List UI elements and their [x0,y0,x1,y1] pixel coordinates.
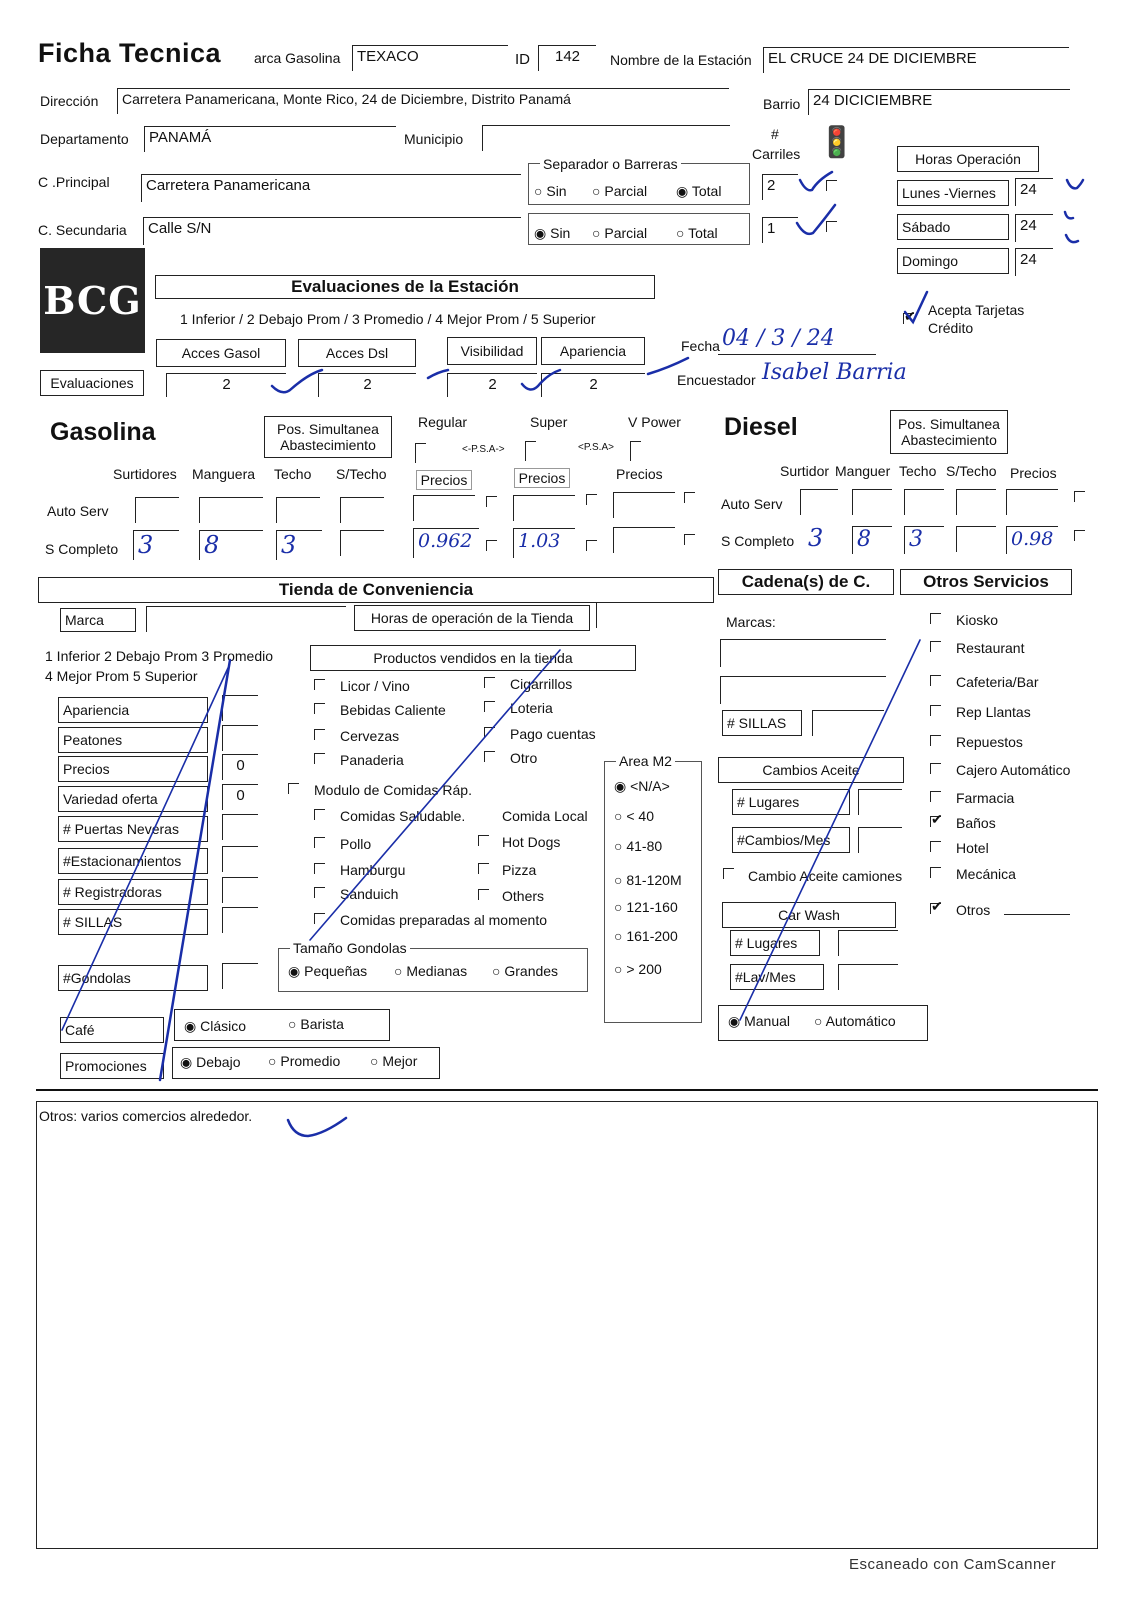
comida-label: Hot Dogs [502,834,561,850]
servicio-checkbox[interactable] [930,791,941,802]
servicio-label: Repuestos [956,734,1023,750]
option-label: Total [691,183,722,199]
otros-servicios-title: Otros Servicios [900,569,1072,595]
gas-as-regular[interactable] [413,495,475,521]
eval-acces-dsl-field[interactable]: 2 [318,373,416,397]
separador-row2-total[interactable]: ○ Total [676,225,718,241]
dsl-sc-check[interactable] [1074,530,1085,541]
option-label: 121-160 [626,899,678,915]
check-mark-icon [1067,180,1083,188]
option-label: Manual [744,1013,791,1029]
option-label: <N/A> [630,778,670,794]
eval-acces-dsl-label: Acces Dsl [298,339,416,367]
rating-value-field[interactable]: 0 [222,784,258,810]
horas-day-lunes: Lunes -Viernes [897,180,1009,206]
area-radio-2[interactable]: ○ 41-80 [614,838,663,854]
gas-sc-regular[interactable]: 0.962 [413,528,479,558]
modulo-comidas-label: Modulo de Comidas Ráp. [314,782,472,798]
producto-label: Cervezas [340,728,400,744]
gasolina-precios-vpower: Precios [616,466,663,482]
id-label: ID [515,51,530,68]
separador-row1-sin[interactable]: ○ Sin [534,183,567,199]
area-group [604,761,702,1023]
cambios-lugares-label: # Lugares [732,789,850,815]
dsl-as-precio[interactable] [1006,489,1058,515]
carriles-hash: # [771,126,779,142]
option-label: 41-80 [626,838,663,854]
carriles-row1-checkbox[interactable] [826,180,837,191]
bcg-logo: BCG [40,248,145,353]
gas-as-vpower[interactable] [613,492,675,518]
gondolas-title: Tamaño Gondolas [290,940,410,956]
gas-sc-surtidores[interactable]: 3 [133,530,179,560]
eval-acces-gasol-label: Acces Gasol [156,339,286,367]
horas-day-domingo: Domingo [897,248,1009,274]
producto-label: Otro [510,750,538,766]
producto-label: Panaderia [340,752,404,768]
tienda-marca-field[interactable] [146,606,346,632]
servicio-label: Restaurant [956,640,1025,656]
comida-label: Pollo [340,836,372,852]
traffic-light-icon: 🚦 [818,126,856,159]
gondola-radio-2[interactable]: ○ Grandes [492,963,559,979]
horas-operacion-title: Horas Operación [897,146,1039,172]
rating-label: Precios [58,756,208,782]
gasolina-col-manguera: Manguera [192,466,256,482]
option-label: Sin [550,225,571,241]
gas-sc-stecho[interactable] [340,530,384,556]
otros-underline [1004,914,1070,915]
cadena-marca-field-1[interactable] [720,639,886,667]
rating-label: Variedad oferta [58,786,208,812]
gas-as-techo[interactable] [276,497,320,523]
gas-as-surtidores[interactable] [135,497,179,523]
rating-label: # SILLAS [58,909,208,935]
rating-value-field[interactable] [222,725,258,751]
gas-sc-super-check[interactable] [586,540,597,551]
dsl-as-manguer[interactable] [852,489,892,515]
fecha-label: Fecha [681,338,720,354]
notes-divider-top [36,1089,1098,1091]
gasolina-pos-simultanea: Pos. Simultanea Abastecimiento [264,416,392,458]
producto-checkbox[interactable] [314,703,325,714]
municipio-field[interactable] [482,125,730,151]
servicio-label: Cajero Automático [956,762,1071,778]
cambios-mes-field[interactable] [858,827,902,853]
gasolina-psa-box-1[interactable] [415,443,426,463]
tienda-horas-label: Horas de operación de la Tienda [354,605,590,631]
direccion-field[interactable]: Carretera Panamericana, Monte Rico, 24 de Diciembre, Distrito Panamá [117,88,729,114]
acepta-tarjetas-label [928,301,1024,337]
rating-label: # Registradoras [58,879,208,905]
rating-value-field[interactable] [222,846,258,872]
option-label: Debajo [196,1054,241,1070]
servicio-checkbox[interactable] [930,763,941,774]
comida-checkbox[interactable] [314,887,325,898]
comida-local-label: Comida Local [502,808,588,824]
option-label: Pequeñas [304,963,368,979]
evaluaciones-row-label: Evaluaciones [40,370,144,396]
producto-checkbox[interactable] [484,751,495,762]
rating-value-field[interactable]: 0 [222,754,258,780]
option-label: Barista [300,1016,344,1032]
producto-checkbox[interactable] [314,729,325,740]
gasolina-psa-box-3[interactable] [630,441,641,461]
productos-title: Productos vendidos en la tienda [310,645,636,671]
barrio-field[interactable]: 24 DICICIEMBRE [808,89,1070,115]
gas-sc-manguera[interactable]: 8 [199,530,263,560]
cambios-lugares-field[interactable] [858,789,902,815]
producto-checkbox[interactable] [484,701,495,712]
rating-value-field[interactable] [222,814,258,840]
rating-label: Peatones [58,727,208,753]
comida-checkbox[interactable] [478,863,489,874]
gasolina-s-completo-label: S Completo [45,541,119,557]
fecha-field[interactable]: 04 / 3 / 24 [722,326,835,351]
servicio-checkbox[interactable] [930,816,941,827]
producto-label: Cigarrillos [510,676,573,692]
diesel-s-completo-label: S Completo [721,533,795,549]
gasolina-psa-2: <P.S.A> [578,442,614,453]
separador-title: Separador o Barreras [540,156,681,172]
cadena-marcas-label: Marcas: [726,614,776,630]
area-radio-3[interactable]: ○ 81-120M [614,872,682,888]
evaluaciones-title: Evaluaciones de la Estación [155,275,655,299]
gasolina-product-regular: Regular [418,414,468,430]
marca-gasolina-field[interactable]: TEXACO [352,45,508,71]
area-radio-0[interactable]: ◉ <N/A> [614,778,670,794]
diesel-col-precios: Precios [1010,465,1057,481]
tarjetas-line2: Crédito [928,320,974,336]
producto-label: Bebidas Caliente [340,702,446,718]
diesel-title: Diesel [724,413,798,441]
servicio-checkbox[interactable] [930,613,941,624]
gondola-radio-0[interactable]: ◉ Pequeñas [288,963,368,979]
promo-mejor-radio[interactable]: ○ Mejor [370,1053,418,1069]
cambio-camiones-check[interactable] [723,868,734,879]
nombre-estacion-label: Nombre de la Estación [610,52,752,68]
diesel-auto-serv-label: Auto Serv [721,496,783,512]
comida-label: Sanduich [340,886,399,902]
cadena-title: Cadena(s) de C. [718,569,894,595]
servicio-label: Mecánica [956,866,1016,882]
tarjetas-line1: Acepta Tarjetas [928,302,1025,318]
carwash-lugares-field[interactable] [838,930,898,956]
dsl-as-check[interactable] [1074,491,1085,502]
gasolina-product-vpower: V Power [628,414,681,430]
comida-checkbox[interactable] [478,835,489,846]
separador-row1-total[interactable]: ◉ Total [676,183,722,199]
servicio-label: Cafeteria/Bar [956,674,1039,690]
gasolina-col-stecho: S/Techo [336,466,387,482]
dsl-as-stecho[interactable] [956,489,996,515]
option-label: Total [688,225,718,241]
tienda-horas-field[interactable] [596,602,636,628]
check-mark-icon [428,370,448,378]
servicio-checkbox[interactable] [930,705,941,716]
eval-apariencia-field[interactable]: 2 [541,373,645,397]
gondola-radio-1[interactable]: ○ Medianas [394,963,468,979]
area-radio-5[interactable]: ○ 161-200 [614,928,678,944]
cadena-sillas-label: # SILLAS [722,710,802,736]
horas-domingo-field[interactable]: 24 [1015,248,1053,276]
nombre-estacion-field[interactable]: EL CRUCE 24 DE DICIEMBRE [763,47,1069,73]
gasolina-auto-serv-label: Auto Serv [47,503,109,519]
option-label: Parcial [604,183,648,199]
option-label: > 200 [626,961,662,977]
gasolina-title: Gasolina [50,418,156,446]
rating-label: #Gondolas [58,965,208,991]
gasolina-psa-box-2[interactable] [525,441,536,461]
producto-label: Licor / Vino [340,678,410,694]
comida-label: Others [502,888,545,904]
gasolina-col-techo: Techo [274,466,312,482]
separador-row2-sin[interactable]: ◉ Sin [534,225,571,241]
carwash-auto-radio[interactable]: ○ Automático [814,1013,896,1029]
servicio-checkbox[interactable] [930,675,941,686]
option-label: 81-120M [626,872,682,888]
carwash-manual-radio[interactable]: ◉ Manual [728,1013,791,1029]
option-label: Medianas [406,963,468,979]
gas-sc-vpower-check[interactable] [684,534,695,545]
eval-apariencia-label: Apariencia [541,337,645,365]
gasolina-product-super: Super [530,414,568,430]
option-label: Parcial [604,225,648,241]
notes-area[interactable] [36,1101,1098,1549]
option-label: Grandes [504,963,559,979]
carriles-row2-field[interactable]: 1 [762,217,798,243]
comida-checkbox[interactable] [314,837,325,848]
gas-as-stecho[interactable] [340,497,384,523]
comida-checkbox[interactable] [314,913,325,924]
horas-lunes-field[interactable]: 24 [1015,178,1053,206]
servicio-checkbox[interactable] [930,641,941,652]
departamento-field[interactable]: PANAMÁ [144,126,396,152]
dsl-as-techo[interactable] [904,489,944,515]
gas-as-regular-check[interactable] [486,496,497,507]
separador-row1-parcial[interactable]: ○ Parcial [592,183,648,199]
eval-visibilidad-field[interactable]: 2 [447,373,537,397]
horas-sabado-field[interactable]: 24 [1015,214,1053,242]
gas-as-vpower-check[interactable] [684,492,695,503]
separador-row2-parcial[interactable]: ○ Parcial [592,225,648,241]
comida-label: Pizza [502,862,537,878]
tienda-scale-1: 1 Inferior 2 Debajo Prom 3 Promedio [45,648,273,664]
cambios-mes-label: #Cambios/Mes [732,827,850,853]
comida-checkbox[interactable] [314,809,325,820]
gas-as-super-check[interactable] [586,494,597,505]
producto-checkbox[interactable] [484,727,495,738]
rating-value-field[interactable] [222,907,258,933]
cafe-label: Café [60,1017,164,1043]
dsl-as-surtidor[interactable] [800,489,838,515]
cafe-barista-radio[interactable]: ○ Barista [288,1016,344,1032]
servicio-checkbox[interactable] [930,903,941,914]
tienda-marca-label: Marca [60,608,136,632]
municipio-label: Municipio [404,131,464,147]
carriles-row1-field[interactable]: 2 [762,174,798,200]
cadena-sillas-field[interactable] [812,710,884,736]
servicio-label: Otros [956,902,991,918]
dsl-sc-techo[interactable]: 3 [904,526,944,554]
diesel-pos-simultanea: Pos. Simultanea Abastecimiento [890,410,1008,454]
carriles-label: Carriles [752,146,801,162]
promo-debajo-radio[interactable]: ◉ Debajo [180,1054,241,1070]
rating-label: #Estacionamientos [58,848,208,874]
encuestador-label: Encuestador [677,372,756,388]
cambio-camiones-label: Cambio Aceite camiones [748,868,903,884]
tienda-title: Tienda de Conveniencia [38,577,714,603]
gas-sc-regular-check[interactable] [486,540,497,551]
eval-visibilidad-label: Visibilidad [447,337,537,365]
carriles-row2-checkbox[interactable] [826,221,837,232]
producto-label: Loteria [510,700,553,716]
carwash-title: Car Wash [722,902,896,928]
servicio-label: Farmacia [956,790,1015,806]
rating-value-field[interactable] [222,963,258,989]
diesel-col-techo: Techo [899,463,937,479]
marca-gasolina-label: arca Gasolina [254,50,341,66]
servicio-label: Hotel [956,840,989,856]
producto-label: Pago cuentas [510,726,596,742]
diesel-col-surtidor: Surtidor [780,463,830,479]
gasolina-col-surtidores: Surtidores [113,466,177,482]
calle-principal-label: C .Principal [38,174,110,190]
diesel-col-stecho: S/Techo [946,463,997,479]
gas-sc-techo[interactable]: 3 [276,530,322,560]
acepta-tarjetas-checkbox[interactable] [903,313,914,324]
servicio-label: Baños [956,815,996,831]
gas-as-super[interactable] [513,495,575,521]
servicio-label: Rep Llantas [956,704,1031,720]
option-label: Promedio [280,1053,341,1069]
carwash-lav-label: #Lav/Mes [730,964,824,990]
horas-day-sabado: Sábado [897,214,1009,240]
direccion-label: Dirección [40,93,99,109]
gasolina-precios-regular: Precios [416,470,472,490]
calle-secundaria-field[interactable]: Calle S/N [143,217,521,245]
area-radio-6[interactable]: ○ > 200 [614,961,662,977]
gasolina-psa-1: <-P.S.A-> [462,444,505,455]
comida-checkbox[interactable] [478,889,489,900]
producto-checkbox[interactable] [314,679,325,690]
gasolina-precios-super: Precios [514,468,570,488]
area-title: Area M2 [616,753,675,769]
rating-value-field[interactable] [222,877,258,903]
eval-acces-gasol-field[interactable]: 2 [166,373,286,397]
check-mark-icon [1066,235,1078,242]
comida-label: Hamburgu [340,862,406,878]
departamento-label: Departamento [40,131,129,147]
modulo-comidas-check[interactable] [288,783,299,794]
area-radio-1[interactable]: ○ < 40 [614,808,654,824]
check-mark-icon [1065,212,1073,218]
servicio-checkbox[interactable] [930,735,941,746]
calle-secundaria-label: C. Secundaria [38,222,127,238]
fecha-underline [718,354,876,355]
gas-sc-super[interactable]: 1.03 [513,528,575,558]
area-radio-4[interactable]: ○ 121-160 [614,899,678,915]
option-label: < 40 [626,808,654,824]
dsl-sc-stecho[interactable] [956,526,996,552]
carwash-lugares-label: # Lugares [730,930,820,956]
dsl-sc-precio[interactable]: 0.98 [1006,526,1058,554]
comida-checkbox[interactable] [314,863,325,874]
dsl-sc-surtidor[interactable]: 3 [808,524,824,552]
servicio-label: Kiosko [956,612,999,628]
comida-label: Comidas preparadas al momento [340,912,547,928]
gas-as-manguera[interactable] [199,497,263,523]
notes-text: Otros: varios comercios alrededor. [39,1108,253,1124]
option-label: Mejor [382,1053,418,1069]
rating-label: # Puertas Neveras [58,816,208,842]
cambios-aceite-title: Cambios Aceite [718,757,904,783]
diesel-col-manguer: Manguer [835,463,891,479]
promociones-label: Promociones [60,1053,164,1079]
rating-label: Apariencia [58,697,208,723]
servicio-checkbox[interactable] [930,867,941,878]
cadena-marca-field-2[interactable] [720,676,886,704]
producto-checkbox[interactable] [484,677,495,688]
evaluaciones-scale: 1 Inferior / 2 Debajo Prom / 3 Promedio / 4 Mejor Prom / 5 Superior [180,311,596,327]
option-label: 161-200 [626,928,678,944]
gas-sc-vpower[interactable] [613,527,675,553]
id-field[interactable]: 142 [538,45,596,71]
calle-principal-field[interactable]: Carretera Panamericana [141,174,521,202]
rating-value-field[interactable] [222,695,258,721]
option-label: Clásico [200,1018,247,1034]
barrio-label: Barrio [763,96,801,112]
carwash-lav-field[interactable] [838,964,898,990]
servicio-checkbox[interactable] [930,841,941,852]
comida-label: Comidas Saludable. [340,808,466,824]
producto-checkbox[interactable] [314,753,325,764]
dsl-sc-manguer[interactable]: 8 [852,526,892,554]
cafe-clasico-radio[interactable]: ◉ Clásico [184,1018,247,1034]
camscanner-watermark: Escaneado con CamScanner [849,1556,1057,1573]
option-label: Automático [825,1013,896,1029]
option-label: Sin [546,183,567,199]
form-title: Ficha Tecnica [38,38,222,68]
tienda-scale-2: 4 Mejor Prom 5 Superior [45,668,198,684]
promo-promedio-radio[interactable]: ○ Promedio [268,1053,341,1069]
encuestador-field[interactable]: Isabel Barria [762,360,907,385]
